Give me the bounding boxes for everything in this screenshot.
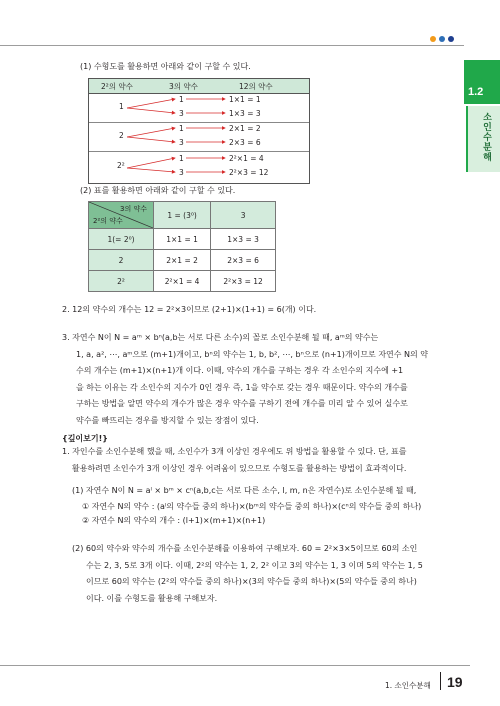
deep-dive-heading: {깊이보기!} <box>62 434 108 443</box>
tree-branch: 3 <box>179 109 184 118</box>
deep-dive-line: (1) 자연수 N이 N = aˡ × bᵐ × cⁿ(a,b,c는 서로 다른 소수, l, m, n은 자연수)로 소인수분해 될 때, <box>72 486 417 495</box>
header-rule <box>0 45 464 46</box>
grid-cell: 1×3 = 3 <box>211 229 276 250</box>
tree-leaf: 2²×1 = 4 <box>229 154 264 163</box>
section-2-label: (2) 표를 활용하면 아래와 같이 구할 수 있다. <box>80 186 236 195</box>
tree-leaf: 2×1 = 2 <box>229 124 261 133</box>
section-1-label: (1) 수형도를 활용하면 아래와 같이 구할 수 있다. <box>80 62 251 71</box>
chapter-title-tab <box>466 106 500 172</box>
tree-root: 1 <box>119 102 124 111</box>
grid-corner-top: 3의 약수 <box>120 205 147 213</box>
chapter-title: 소인수분해 <box>481 112 491 162</box>
deep-dive-line: (2) 60의 약수와 약수의 개수를 소인수분해를 이용하여 구해보자. 60 = 2²×3×5이므로 60의 소인 <box>72 544 418 553</box>
paragraph-3-line: 1, a, a², ⋯, aᵐ으로 (m+1)개이고, bⁿ의 약수는 1, b, b², ⋯, bⁿ으로 (n+1)개이므로 자연수 N의 약 <box>76 349 429 359</box>
blue-dot-icon <box>439 36 445 42</box>
grid-row-header: 2 <box>89 250 154 271</box>
orange-dot-icon <box>430 36 436 42</box>
tree-row <box>89 122 309 152</box>
footer-divider <box>440 672 441 690</box>
grid-row-header: 1(= 2⁰) <box>89 229 154 250</box>
chapter-tab <box>464 60 500 104</box>
grid-header-row <box>89 202 276 229</box>
grid-corner-bottom: 2²의 약수 <box>93 217 123 225</box>
page-number: 19 <box>447 674 463 690</box>
paragraph-3-line: 구하는 방법을 알면 약수의 개수가 많은 경우 약수를 구하기 전에 개수를 미리 알 수 있어 실수로 <box>76 399 408 408</box>
paragraph-2: 2. 12의 약수의 개수는 12 = 2²×3이므로 (2+1)×(1+1) = 6(개) 이다. <box>62 305 317 314</box>
deep-dive-line: 활용하려면 소인수가 3개 이상인 경우 어려움이 있으므로 수형도를 활용하는 방법이 효과적이다. <box>72 463 407 473</box>
tree-header-col-3: 12의 약수 <box>239 82 273 91</box>
tree-leaf: 2×3 = 6 <box>229 138 261 147</box>
paragraph-3 <box>62 330 462 429</box>
tree-branch: 1 <box>179 95 184 104</box>
paragraph-3-line: 수의 개수는 (m+1)×(n+1)개 이다. 이때, 약수의 개수를 구하는 경우 각 소인수의 지수에 +1 <box>76 366 404 375</box>
paragraph-3-line: 약수를 빠뜨리는 경우를 방지할 수 있는 장점이 있다. <box>76 415 259 425</box>
tree-row <box>89 151 309 182</box>
grid-cell: 2²×3 = 12 <box>211 271 276 292</box>
chapter-number: 1.2 <box>468 86 484 98</box>
deep-dive-sub-2 <box>72 541 472 607</box>
paragraph-3-line: 을 하는 이유는 각 소인수의 지수가 0인 경우 즉, 1을 약수로 갖는 경우 때문이다. 약수의 개수를 <box>76 382 408 392</box>
grid-row <box>89 229 276 250</box>
grid-col-header: 1 = (3⁰) <box>154 202 211 229</box>
tree-branch: 1 <box>179 124 184 133</box>
grid-cell: 1×1 = 1 <box>154 229 211 250</box>
tree-branch: 3 <box>179 138 184 147</box>
footer-section-label: 1. 소인수분해 <box>385 681 431 690</box>
deep-dive-line: ② 자연수 N의 약수의 개수 : (l+1)×(m+1)×(n+1) <box>82 515 266 525</box>
tree-leaf: 1×1 = 1 <box>229 95 261 104</box>
tree-diagram-table <box>88 78 310 184</box>
tree-root: 2² <box>117 161 125 170</box>
tree-leaf: 1×3 = 3 <box>229 109 261 118</box>
deep-dive-line: 이므로 60의 약수는 (2²의 약수들 중의 하나)×(3의 약수들 중의 하나)×(5의 약수들 중의 하나) <box>86 577 417 586</box>
deep-dive-line: 수는 2, 3, 5로 3개 이다. 이때, 2²의 약수는 1, 2, 2² 이고 3의 약수는 1, 3 이며 5의 약수는 1, 5 <box>86 560 423 570</box>
grid-cell: 2×1 = 2 <box>154 250 211 271</box>
paragraph-3-line: 3. 자연수 N이 N = aᵐ × bⁿ(a,b는 서로 다른 소수)의 꼴로 소인수분해 될 때, aᵐ의 약수는 <box>62 333 379 342</box>
deep-dive-line: ① 자연수 N의 약수 : (aˡ의 약수들 중의 하나)×(bᵐ의 약수들 중의 하나)×(cⁿ의 약수들 중의 하나) <box>82 501 422 511</box>
navy-dot-icon <box>448 36 454 42</box>
deep-dive-sub-1 <box>72 483 472 528</box>
tree-row <box>89 93 309 123</box>
divisor-grid-table <box>88 201 276 292</box>
grid-row <box>89 250 276 271</box>
footer-rule <box>0 665 470 666</box>
grid-corner-cell <box>89 202 154 229</box>
deep-dive-line: 1. 자인수를 소인수분해 했을 때, 소인수가 3개 이상인 경우에도 위 방법을 활용할 수 있다. 단, 표를 <box>62 447 407 456</box>
tree-header-col-1: 2²의 약수 <box>101 82 133 91</box>
grid-row <box>89 271 276 292</box>
grid-row-header: 2² <box>89 271 154 292</box>
tree-branch: 3 <box>179 168 184 177</box>
header-dots <box>430 36 454 42</box>
tree-root: 2 <box>119 131 124 140</box>
tree-leaf: 2²×3 = 12 <box>229 168 269 177</box>
tree-table-header <box>89 79 309 94</box>
tree-branch: 1 <box>179 154 184 163</box>
deep-dive-paragraph-1 <box>62 444 462 477</box>
grid-col-header: 3 <box>211 202 276 229</box>
grid-cell: 2×3 = 6 <box>211 250 276 271</box>
deep-dive-line: 이다. 이를 수형도를 활용해 구해보자. <box>86 593 218 603</box>
tree-header-col-2: 3의 약수 <box>169 82 198 91</box>
grid-cell: 2²×1 = 4 <box>154 271 211 292</box>
